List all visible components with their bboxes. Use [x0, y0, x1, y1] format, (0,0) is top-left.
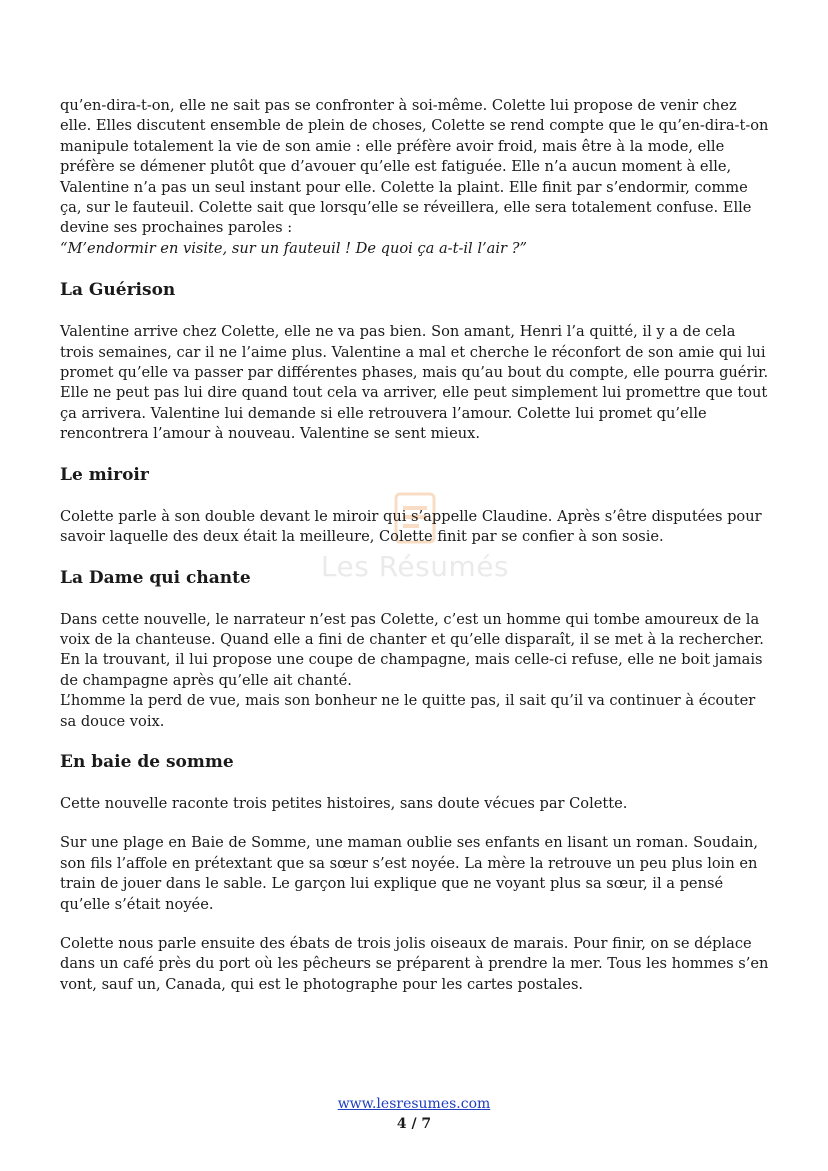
section-paragraph: Dans cette nouvelle, le narrateur n’est pas Colette, c’est un homme qui tombe amoureux de la voix de la chanteuse. Quand elle a fini de chanter et qu’elle disparaît, il se met à la rechercher. En la trouvant, il lui propose une coupe de champagne, mais celle-ci refuse, elle ne boit jamais de champagne après qu’elle ait chanté.	[60, 610, 764, 689]
intro-text: qu’en-dira-t-on, elle ne sait pas se confronter à soi-même. Colette lui propose de venir chez elle. Elles discutent ensemble de plein de choses, Colette se rend compte que le qu’en-dira-t-on manipule totalement la vie de son amie : elle préfère avoir froid, mais être à la mode, elle préfère se démener plutôt que d’avouer qu’elle est fatiguée. Elle n’a aucun moment à elle, Valentine n’a pas un seul instant pour elle. Colette la plaint. Elle finit par s’endormir, comme ça, sur le fauteuil. Colette sait que lorsqu’elle se réveillera, elle sera totalement confuse. Elle devine ses prochaines paroles :	[60, 97, 769, 237]
watermark-text: Les Résumés	[320, 550, 510, 583]
section-paragraph: L’homme la perd de vue, mais son bonheur ne le quitte pas, il sait qu’il va continuer à écouter sa douce voix.	[60, 692, 756, 730]
section-paragraph: Cette nouvelle raconte trois petites histoires, sans doute vécues par Colette.	[60, 794, 628, 812]
page-content	[60, 96, 772, 995]
section-paragraph: Valentine arrive chez Colette, elle ne va pas bien. Son amant, Henri l’a quitté, il y a de cela trois semaines, car il ne l’aime plus. Valentine a mal et cherche le réconfort de son amie qui lui promet qu’elle va passer par différentes phases, mais qu’au bout du compte, elle pourra guérir. Elle ne peut pas lui dire quand tout cela va arriver, elle peut simplement lui promettre que tout ça arrivera. Valentine lui demande si elle retrouvera l’amour. Colette lui promet qu’elle rencontrera l’amour à nouveau. Valentine se sent mieux.	[60, 323, 769, 443]
section-paragraph: Colette parle à son double devant le miroir qui s’appelle Claudine. Après s’être disputées pour savoir laquelle des deux était la meilleure, Colette finit par se confier à son sosie.	[60, 507, 762, 546]
section-title-le-miroir: Le miroir	[60, 464, 149, 485]
footer-website-link[interactable]: www.lesresumes.com	[337, 1096, 491, 1112]
intro-paragraph	[60, 96, 772, 259]
page-number: 4 / 7	[396, 1116, 432, 1132]
section-title-la-dame-qui-chante: La Dame qui chante	[60, 567, 251, 588]
section-paragraph: Sur une plage en Baie de Somme, une maman oublie ses enfants en lisant un roman. Soudain, son fils l’affole en prétextant que sa sœur s’est noyée. La mère la retrouve un peu plus loin en train de jouer dans le sable. Le garçon lui explique que ne voyant plus sa sœur, il a pensé qu’elle s’était noyée.	[60, 834, 759, 913]
section-title-la-guerison: La Guérison	[60, 280, 176, 301]
intro-quote: “M’endormir en visite, sur un fauteuil ! De quoi ça a-t-il l’air ?”	[60, 239, 527, 257]
section-title-en-baie-de-somme: En baie de somme	[60, 751, 234, 772]
section-paragraph: Colette nous parle ensuite des ébats de trois jolis oiseaux de marais. Pour finir, on se déplace dans un café près du port où les pêcheurs se préparent à prendre la mer. Tous les hommes s’en vont, sauf un, Canada, qui est le photographe pour les cartes postales.	[60, 934, 769, 993]
